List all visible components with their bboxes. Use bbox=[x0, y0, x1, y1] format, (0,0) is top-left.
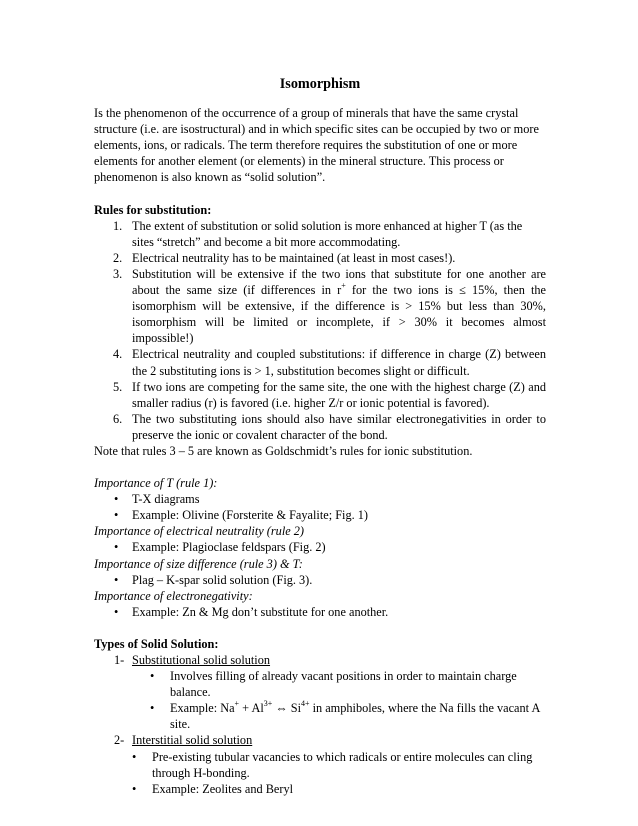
rule-item bbox=[94, 346, 546, 378]
list-item bbox=[94, 572, 546, 588]
rule-text: The extent of substitution or solid solution is more enhanced at higher T (as the sites “stretch” and become a bit more accommodating. bbox=[132, 218, 523, 249]
list-item-text: + Al bbox=[239, 701, 264, 716]
rule-text: Substitution will be extensive if the two ions that substitute for one another are about the same size (if differences in r bbox=[132, 266, 546, 298]
rule-item bbox=[94, 218, 546, 250]
list-item-text: T-X diagrams bbox=[132, 492, 200, 507]
type-label: Substitutional solid solution bbox=[132, 653, 271, 667]
document-title: Isomorphism bbox=[279, 76, 361, 92]
list-item bbox=[94, 604, 546, 620]
list-item-text: ⇔ Si bbox=[272, 701, 301, 716]
bullet-icon: • bbox=[114, 604, 119, 619]
type-item bbox=[94, 652, 546, 732]
superscript: 4+ bbox=[300, 699, 310, 709]
list-item bbox=[132, 781, 546, 797]
importance-title: Importance of electronegativity: bbox=[94, 588, 253, 603]
list-item-text: in amphiboles, where the Na fills the vacant A site. bbox=[170, 701, 540, 732]
list-item bbox=[132, 668, 546, 700]
importance-list bbox=[94, 491, 546, 523]
rule-number: 1. bbox=[113, 218, 123, 233]
list-item-text: Example: Olivine (Forsterite & Fayalite; Fig. 1) bbox=[132, 508, 368, 523]
document-page bbox=[94, 76, 546, 797]
rule-text: If two ions are competing for the same site, the one with the highest charge (Z) and smaller radius (r) is favored (i.e. higher Z/r or ionic potential is favored). bbox=[132, 379, 546, 410]
importance-title: Importance of T (rule 1): bbox=[94, 476, 218, 491]
list-item bbox=[94, 507, 546, 523]
importance-list bbox=[94, 539, 546, 555]
rule-superscript: + bbox=[341, 280, 346, 290]
superscript: + bbox=[234, 699, 240, 709]
rule-text: The two substituting ions should also have similar electronegativities in order to preserve the ionic or covalent character of the bond. bbox=[132, 411, 546, 442]
list-item-text: Example: Zeolites and Beryl bbox=[152, 781, 294, 796]
bullet-icon: • bbox=[150, 669, 155, 684]
importance-title: Importance of electrical neutrality (rule 2) bbox=[94, 524, 305, 539]
bullet-icon: • bbox=[114, 508, 119, 523]
rule-text: for the two ions is ≤ 15%, then the isomorphism will be extensive, if the difference is > 15% but less than 30%, isomorphism will be limited or incomplete, if > 30% it becomes almost impossible!) bbox=[132, 283, 547, 346]
list-item bbox=[94, 539, 546, 555]
bullet-icon: • bbox=[114, 492, 119, 507]
type-label: Interstitial solid solution bbox=[132, 733, 253, 748]
rule-item bbox=[94, 411, 546, 443]
rule-text: Electrical neutrality has to be maintained (at least in most cases!). bbox=[132, 250, 456, 265]
rule-text: Electrical neutrality and coupled substitutions: if difference in charge (Z) between the 2 substituting ions is > 1, substitution becomes slight or difficult. bbox=[132, 347, 546, 378]
rule-item bbox=[94, 250, 546, 266]
rule-number: 4. bbox=[113, 347, 123, 362]
superscript: 3+ bbox=[263, 699, 273, 709]
list-item-text: Example: Plagioclase feldspars (Fig. 2) bbox=[132, 540, 326, 555]
rule-number: 5. bbox=[113, 379, 123, 394]
rules-heading: Rules for substitution: bbox=[94, 202, 212, 217]
rules-list bbox=[94, 218, 546, 443]
list-item-text: Example: Na bbox=[170, 701, 235, 716]
list-item-text: Pre-existing tubular vacancies to which radicals or entire molecules can cling through H-bonding. bbox=[152, 749, 533, 780]
rule-item bbox=[94, 266, 546, 346]
bullet-icon: • bbox=[132, 781, 137, 796]
rule-number: 6. bbox=[113, 411, 123, 426]
type-sublist bbox=[132, 668, 546, 732]
rule-number: 2. bbox=[113, 250, 123, 265]
type-number: 1- bbox=[114, 653, 125, 667]
list-item-text: Example: Zn & Mg don’t substitute for one another. bbox=[132, 604, 389, 619]
types-list bbox=[94, 652, 546, 797]
rule-item bbox=[94, 379, 546, 411]
importance-list bbox=[94, 572, 546, 588]
bullet-icon: • bbox=[132, 749, 137, 764]
types-heading: Types of Solid Solution: bbox=[94, 636, 219, 651]
list-item-text: Plag – K-spar solid solution (Fig. 3). bbox=[132, 572, 313, 587]
list-item bbox=[132, 749, 546, 781]
intro-paragraph: Is the phenomenon of the occurrence of a group of minerals that have the same crystal structure (i.e. are isostructural) and in which specific sites can be occupied by two or more elements, ions, or radicals. The term therefore requires the substitution of one or more elements for another element (or elements) in the mineral structure. This process or phenomenon is also known as “solid solution”. bbox=[94, 106, 539, 185]
list-item-text: Involves filling of already vacant positions in order to maintain charge balance. bbox=[170, 669, 517, 700]
list-item bbox=[94, 491, 546, 507]
list-item bbox=[132, 700, 546, 732]
bullet-icon: • bbox=[114, 540, 119, 555]
type-sublist bbox=[132, 749, 546, 797]
rule-number: 3. bbox=[113, 266, 123, 281]
note-paragraph: Note that rules 3 – 5 are known as Goldschmidt’s rules for ionic substitution. bbox=[94, 443, 473, 458]
importance-title: Importance of size difference (rule 3) & T: bbox=[94, 556, 303, 571]
type-number: 2- bbox=[114, 733, 125, 748]
bullet-icon: • bbox=[114, 572, 119, 587]
type-item bbox=[94, 732, 546, 796]
importance-list bbox=[94, 604, 546, 620]
bullet-icon: • bbox=[150, 701, 155, 716]
